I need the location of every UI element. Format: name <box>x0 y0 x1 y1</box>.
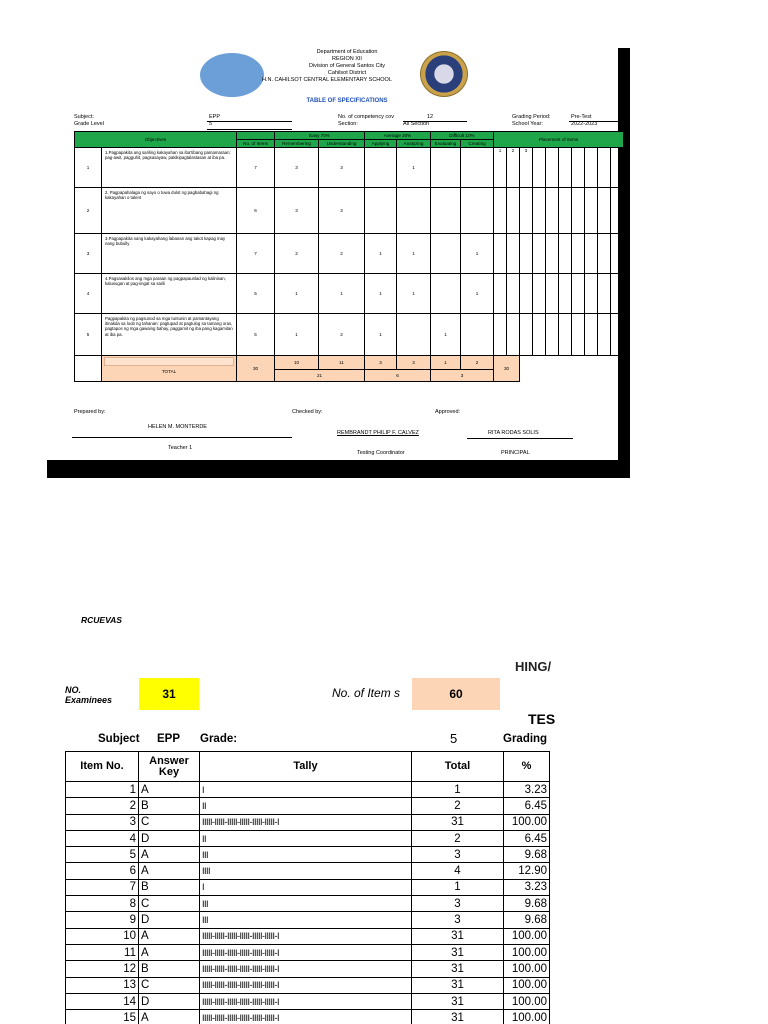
creating-count <box>461 314 494 356</box>
tos-row <box>75 148 624 188</box>
sub-items: No. of Items <box>237 140 275 148</box>
placement-cell <box>598 274 611 314</box>
item-percent: 100.00 <box>504 961 550 977</box>
col-item-no: Item No. <box>66 752 139 782</box>
tally-marks: II <box>200 830 412 846</box>
tally-marks: IIIII-IIIII-IIIII-IIIII-IIIII-IIIII-I <box>200 928 412 944</box>
table-row <box>66 912 550 928</box>
total-applying: 3 <box>365 356 397 370</box>
year-value: 2022-2023 <box>571 121 598 127</box>
item-number: 1 <box>66 782 139 798</box>
year-label: School Year: <box>512 121 543 127</box>
tally-marks: IIIII-IIIII-IIIII-IIIII-IIIII-IIIII-I <box>200 814 412 830</box>
items-count: 6 <box>237 188 275 234</box>
answer-key: D <box>139 830 200 846</box>
item-total: 31 <box>412 928 504 944</box>
items-count: 7 <box>237 148 275 188</box>
placement-cell <box>507 314 520 356</box>
header-line: H.N. CAHILSOT CENTRAL ELEMENTARY SCHOOL <box>262 77 392 83</box>
understanding-count: 1 <box>319 274 365 314</box>
prepared-label: Prepared by: <box>74 409 106 415</box>
placement-cell <box>546 188 559 234</box>
rule <box>207 121 292 122</box>
item-percent: 9.68 <box>504 912 550 928</box>
table-row <box>66 928 550 944</box>
item-total: 2 <box>412 798 504 814</box>
placement-cell <box>598 148 611 188</box>
placement-cell <box>585 148 598 188</box>
placement-cell <box>494 188 507 234</box>
placement-cell <box>559 148 572 188</box>
table-row <box>66 798 550 814</box>
creating-count: 1 <box>461 274 494 314</box>
placement-cell <box>611 188 624 234</box>
placement-cell: 1 <box>494 148 507 188</box>
total-creating: 2 <box>461 356 494 370</box>
item-number: 5 <box>66 847 139 863</box>
item-percent: 9.68 <box>504 896 550 912</box>
header-line: Cahilsot District <box>327 70 367 76</box>
sum-average: 6 <box>365 370 431 382</box>
checked-name: REMBRANDT PHILIP F. CALVEZ <box>337 430 419 436</box>
item-analysis-body <box>66 782 550 1024</box>
approved-name: RITA RODAS SOLIS <box>488 430 539 436</box>
grade-value: 5 <box>450 731 458 746</box>
row-number: 3 <box>75 234 102 274</box>
grade-value: 5 <box>209 121 213 127</box>
items-label: No. of Item s <box>332 686 401 700</box>
checked-title: Testing Coordinator <box>357 450 405 456</box>
tally-marks: III <box>200 912 412 928</box>
item-number: 9 <box>66 912 139 928</box>
answer-key: D <box>139 912 200 928</box>
analyzing-count <box>397 314 431 356</box>
items-value: 60 <box>412 678 500 710</box>
total-items: 30 <box>237 356 275 382</box>
tally-marks: IIIII-IIIII-IIIII-IIIII-IIIII-IIIII-I <box>200 993 412 1009</box>
answer-key: D <box>139 993 200 1009</box>
answer-key: A <box>139 863 200 879</box>
col-percent: % <box>504 752 550 782</box>
item-number: 10 <box>66 928 139 944</box>
header-line: Division of General Santos City <box>308 63 386 69</box>
tally-marks: IIIII-IIIII-IIIII-IIIII-IIIII-IIIII-I <box>200 1010 412 1024</box>
table-row <box>66 863 550 879</box>
col-difficult: Difficult 10% <box>431 132 494 140</box>
tos-body <box>75 148 624 356</box>
item-total: 31 <box>412 993 504 1009</box>
header-line: REGION XII <box>332 56 362 62</box>
placement-cell <box>572 274 585 314</box>
total-analyzing: 3 <box>397 356 431 370</box>
placement-cell: 2 <box>507 148 520 188</box>
answer-key: B <box>139 798 200 814</box>
understanding-count: 3 <box>319 148 365 188</box>
section-label: Section: <box>338 121 358 127</box>
table-row <box>66 879 550 895</box>
item-percent: 6.45 <box>504 830 550 846</box>
evaluating-count <box>431 274 461 314</box>
item-total: 3 <box>412 847 504 863</box>
answer-key: C <box>139 814 200 830</box>
placement-cell <box>533 234 546 274</box>
tally-marks: IIII <box>200 863 412 879</box>
item-total: 31 <box>412 1010 504 1024</box>
item-total: 1 <box>412 782 504 798</box>
understanding-count: 2 <box>319 314 365 356</box>
examinees-value: 31 <box>139 678 199 710</box>
col-total: Total <box>412 752 504 782</box>
tally-marks: I <box>200 879 412 895</box>
rule <box>207 129 292 130</box>
item-total: 3 <box>412 896 504 912</box>
sum-easy: 21 <box>275 370 365 382</box>
analyzing-count: 1 <box>397 234 431 274</box>
placement-cell <box>520 274 533 314</box>
placement-cell <box>494 274 507 314</box>
tally-marks: IIIII-IIIII-IIIII-IIIII-IIIII-IIIII-I <box>200 961 412 977</box>
placement-cell <box>559 188 572 234</box>
placement-cell <box>546 274 559 314</box>
tos-row <box>75 234 624 274</box>
item-number: 11 <box>66 944 139 960</box>
answer-key: B <box>139 961 200 977</box>
remembering-count: 3 <box>275 148 319 188</box>
school-name-partial: HING/ <box>515 659 552 674</box>
table-row <box>66 814 550 830</box>
subject-label: Subject <box>98 733 140 745</box>
placement-cell <box>507 234 520 274</box>
competency-value: 12 <box>427 114 434 120</box>
subject-value: EPP <box>209 114 221 120</box>
tos-row <box>75 274 624 314</box>
item-percent: 100.00 <box>504 977 550 993</box>
objective-text: 2. Pagpapahalaga ng sayo o tuwa dulot ng pagbabahagi ng kakayahan o talent <box>102 188 237 234</box>
item-percent: 12.90 <box>504 863 550 879</box>
applying-count <box>365 148 397 188</box>
total-cell <box>102 356 237 382</box>
subject-value: EPP <box>157 733 181 745</box>
answer-key: A <box>139 944 200 960</box>
item-total: 2 <box>412 830 504 846</box>
placement-cell <box>507 274 520 314</box>
tos-row <box>75 314 624 356</box>
placement-cell <box>533 148 546 188</box>
item-total: 31 <box>412 944 504 960</box>
placement-cell <box>598 314 611 356</box>
tos-table <box>74 131 624 382</box>
item-number: 2 <box>66 798 139 814</box>
answer-key: A <box>139 1010 200 1024</box>
table-row <box>66 944 550 960</box>
placement-cell <box>520 314 533 356</box>
placement-cell <box>572 148 585 188</box>
total-evaluating: 1 <box>431 356 461 370</box>
placement-cell <box>546 314 559 356</box>
evaluating-count: 1 <box>431 314 461 356</box>
signature-line <box>72 437 292 438</box>
sub-creating: Creating <box>461 140 494 148</box>
approved-label: Approved: <box>435 409 461 415</box>
applying-count: 1 <box>365 274 397 314</box>
placement-cell <box>598 188 611 234</box>
item-total: 31 <box>412 814 504 830</box>
item-number: 13 <box>66 977 139 993</box>
total-understanding: 11 <box>319 356 365 370</box>
tos-title: TABLE OF SPECIFICATIONS <box>306 98 388 104</box>
item-total: 1 <box>412 879 504 895</box>
header-line: Department of Education <box>316 49 378 55</box>
signature-line <box>467 438 573 439</box>
applying-count: 1 <box>365 314 397 356</box>
tally-marks: III <box>200 847 412 863</box>
placement-cell <box>585 188 598 234</box>
item-percent: 100.00 <box>504 1010 550 1024</box>
analyzing-count: 1 <box>397 274 431 314</box>
col-answer-key: Answer Key <box>139 752 200 782</box>
subject-label: Subject: <box>74 114 94 120</box>
answer-key: C <box>139 896 200 912</box>
item-percent: 100.00 <box>504 944 550 960</box>
tally-marks: III <box>200 896 412 912</box>
grading-value: Pre-Test <box>571 114 592 120</box>
item-number: 8 <box>66 896 139 912</box>
item-percent: 3.23 <box>504 879 550 895</box>
sub-applying: Applying <box>365 140 397 148</box>
understanding-count: 3 <box>319 188 365 234</box>
remembering-count: 1 <box>275 314 319 356</box>
remembering-count: 3 <box>275 188 319 234</box>
item-total: 31 <box>412 961 504 977</box>
item-number: 12 <box>66 961 139 977</box>
items-count: 5 <box>237 274 275 314</box>
item-percent: 9.68 <box>504 847 550 863</box>
analyzing-count <box>397 188 431 234</box>
grading-label: Grading <box>503 733 548 745</box>
evaluating-count <box>431 188 461 234</box>
col-objectives: Objectives <box>75 132 237 148</box>
table-row <box>66 1010 550 1024</box>
creating-count <box>461 188 494 234</box>
understanding-count: 2 <box>319 234 365 274</box>
item-analysis-table <box>65 751 550 1024</box>
placement-cell <box>585 234 598 274</box>
analyzing-count: 1 <box>397 148 431 188</box>
row-number: 4 <box>75 274 102 314</box>
total-placement: 30 <box>494 356 520 382</box>
item-number: 4 <box>66 830 139 846</box>
sub-evaluating: Evaluating <box>431 140 461 148</box>
placement-cell <box>507 188 520 234</box>
row-number: 5 <box>75 314 102 356</box>
col-average: Average 20% <box>365 132 431 140</box>
placement-cell <box>585 314 598 356</box>
placement-cell <box>611 274 624 314</box>
placement-cell <box>533 274 546 314</box>
total-label: TOTAL <box>161 369 177 374</box>
answer-key: C <box>139 977 200 993</box>
answer-key: A <box>139 782 200 798</box>
examinees-label: NO. Examinees <box>65 685 113 705</box>
placement-cell <box>559 274 572 314</box>
item-percent: 100.00 <box>504 928 550 944</box>
placement-cell <box>598 234 611 274</box>
section-value: All Section <box>403 121 429 127</box>
placement-cell <box>559 234 572 274</box>
row-number: 1 <box>75 148 102 188</box>
grade-label: Grade Level <box>74 121 104 127</box>
col-tally: Tally <box>200 752 412 782</box>
table-row <box>66 896 550 912</box>
remembering-count: 2 <box>275 234 319 274</box>
sub-remembering: Remembering <box>275 140 319 148</box>
prepared-name: HELEN M. MONTERDE <box>148 424 207 430</box>
objective-text: 1.Pagpapakita ang sariling kakayahan sa iba’tibang pamamaraan: pag-awit, pagguhit, pagsasayaw, pakikipagtalastasan at iba pa. <box>102 148 237 188</box>
item-percent: 3.23 <box>504 782 550 798</box>
tally-marks: II <box>200 798 412 814</box>
placement-cell <box>533 314 546 356</box>
table-row <box>66 830 550 846</box>
item-total: 3 <box>412 912 504 928</box>
answer-key: B <box>139 879 200 895</box>
table-row <box>66 993 550 1009</box>
col-placement: Placement of Items <box>494 132 624 148</box>
item-percent: 100.00 <box>504 814 550 830</box>
item-percent: 100.00 <box>504 993 550 1009</box>
prepared-title: Teacher 1 <box>168 445 193 451</box>
placement-cell <box>494 234 507 274</box>
total-remembering: 10 <box>275 356 319 370</box>
creating-count <box>461 148 494 188</box>
row-number: 2 <box>75 188 102 234</box>
tally-marks: IIIII-IIIII-IIIII-IIIII-IIIII-IIIII-I <box>200 977 412 993</box>
tos-sheet <box>47 48 630 478</box>
items-count: 7 <box>237 234 275 274</box>
remembering-count: 1 <box>275 274 319 314</box>
table-row <box>66 961 550 977</box>
applying-count: 1 <box>365 234 397 274</box>
tos-row <box>75 188 624 234</box>
item-percent: 6.45 <box>504 798 550 814</box>
grading-label: Grading Period: <box>512 114 551 120</box>
approved-title: PRINCIPAL <box>501 450 530 456</box>
table-row <box>66 782 550 798</box>
placement-cell <box>546 148 559 188</box>
sub-analyzing: Analyzing <box>397 140 431 148</box>
table-row <box>66 977 550 993</box>
placement-cell <box>572 234 585 274</box>
answer-key: A <box>139 928 200 944</box>
item-number: 15 <box>66 1010 139 1024</box>
placement-cell <box>520 234 533 274</box>
applying-count <box>365 188 397 234</box>
tally-marks: IIIII-IIIII-IIIII-IIIII-IIIII-IIIII-I <box>200 944 412 960</box>
grade-label: Grade: <box>200 733 238 745</box>
placement-cell <box>585 274 598 314</box>
placement-cell <box>533 188 546 234</box>
items-count: 5 <box>237 314 275 356</box>
table-row <box>66 847 550 863</box>
placement-cell <box>494 314 507 356</box>
placement-cell <box>572 314 585 356</box>
item-total: 31 <box>412 977 504 993</box>
checked-label: Checked by: <box>292 409 323 415</box>
placement-cell <box>546 234 559 274</box>
evaluating-count <box>431 148 461 188</box>
page-bottom-bar <box>47 460 630 478</box>
evaluating-count <box>431 234 461 274</box>
answer-key: A <box>139 847 200 863</box>
placement-cell <box>611 234 624 274</box>
sum-difficult: 3 <box>431 370 494 382</box>
placement-cell <box>611 148 624 188</box>
item-total: 4 <box>412 863 504 879</box>
objective-text: 4.Pagsasakilos ang mga paraan ng pagpapaunlad ng kalinisan, kalusugan at pag-iingat sa sarili <box>102 274 237 314</box>
item-number: 7 <box>66 879 139 895</box>
placement-cell: 3 <box>520 148 533 188</box>
col-easy: Easy 70% <box>275 132 365 140</box>
tally-marks: I <box>200 782 412 798</box>
objective-text: 3.Pagpapakita nang kakayahang labanan ang takot kapag may nang bubully <box>102 234 237 274</box>
objective-text: Pagpapakita ng pagsunod sa mga tuntunin at pamantayang itinakda sa loob ng tahanan: pagtupad at pagtulog sa tamang oras, pagtapos ng mga gawaing bahay, paggamit ng iba pang kagamitan at iba pa. <box>102 314 237 356</box>
title-partial: TES <box>528 711 556 727</box>
placement-cell <box>559 314 572 356</box>
item-number: 6 <box>66 863 139 879</box>
placement-cell <box>572 188 585 234</box>
author-watermark: RCUEVAS <box>81 615 122 625</box>
placement-cell <box>520 188 533 234</box>
item-number: 3 <box>66 814 139 830</box>
creating-count: 1 <box>461 234 494 274</box>
competency-label: No. of competency cov <box>338 114 394 120</box>
placement-cell <box>611 314 624 356</box>
sub-understanding: Understanding <box>319 140 365 148</box>
item-number: 14 <box>66 993 139 1009</box>
